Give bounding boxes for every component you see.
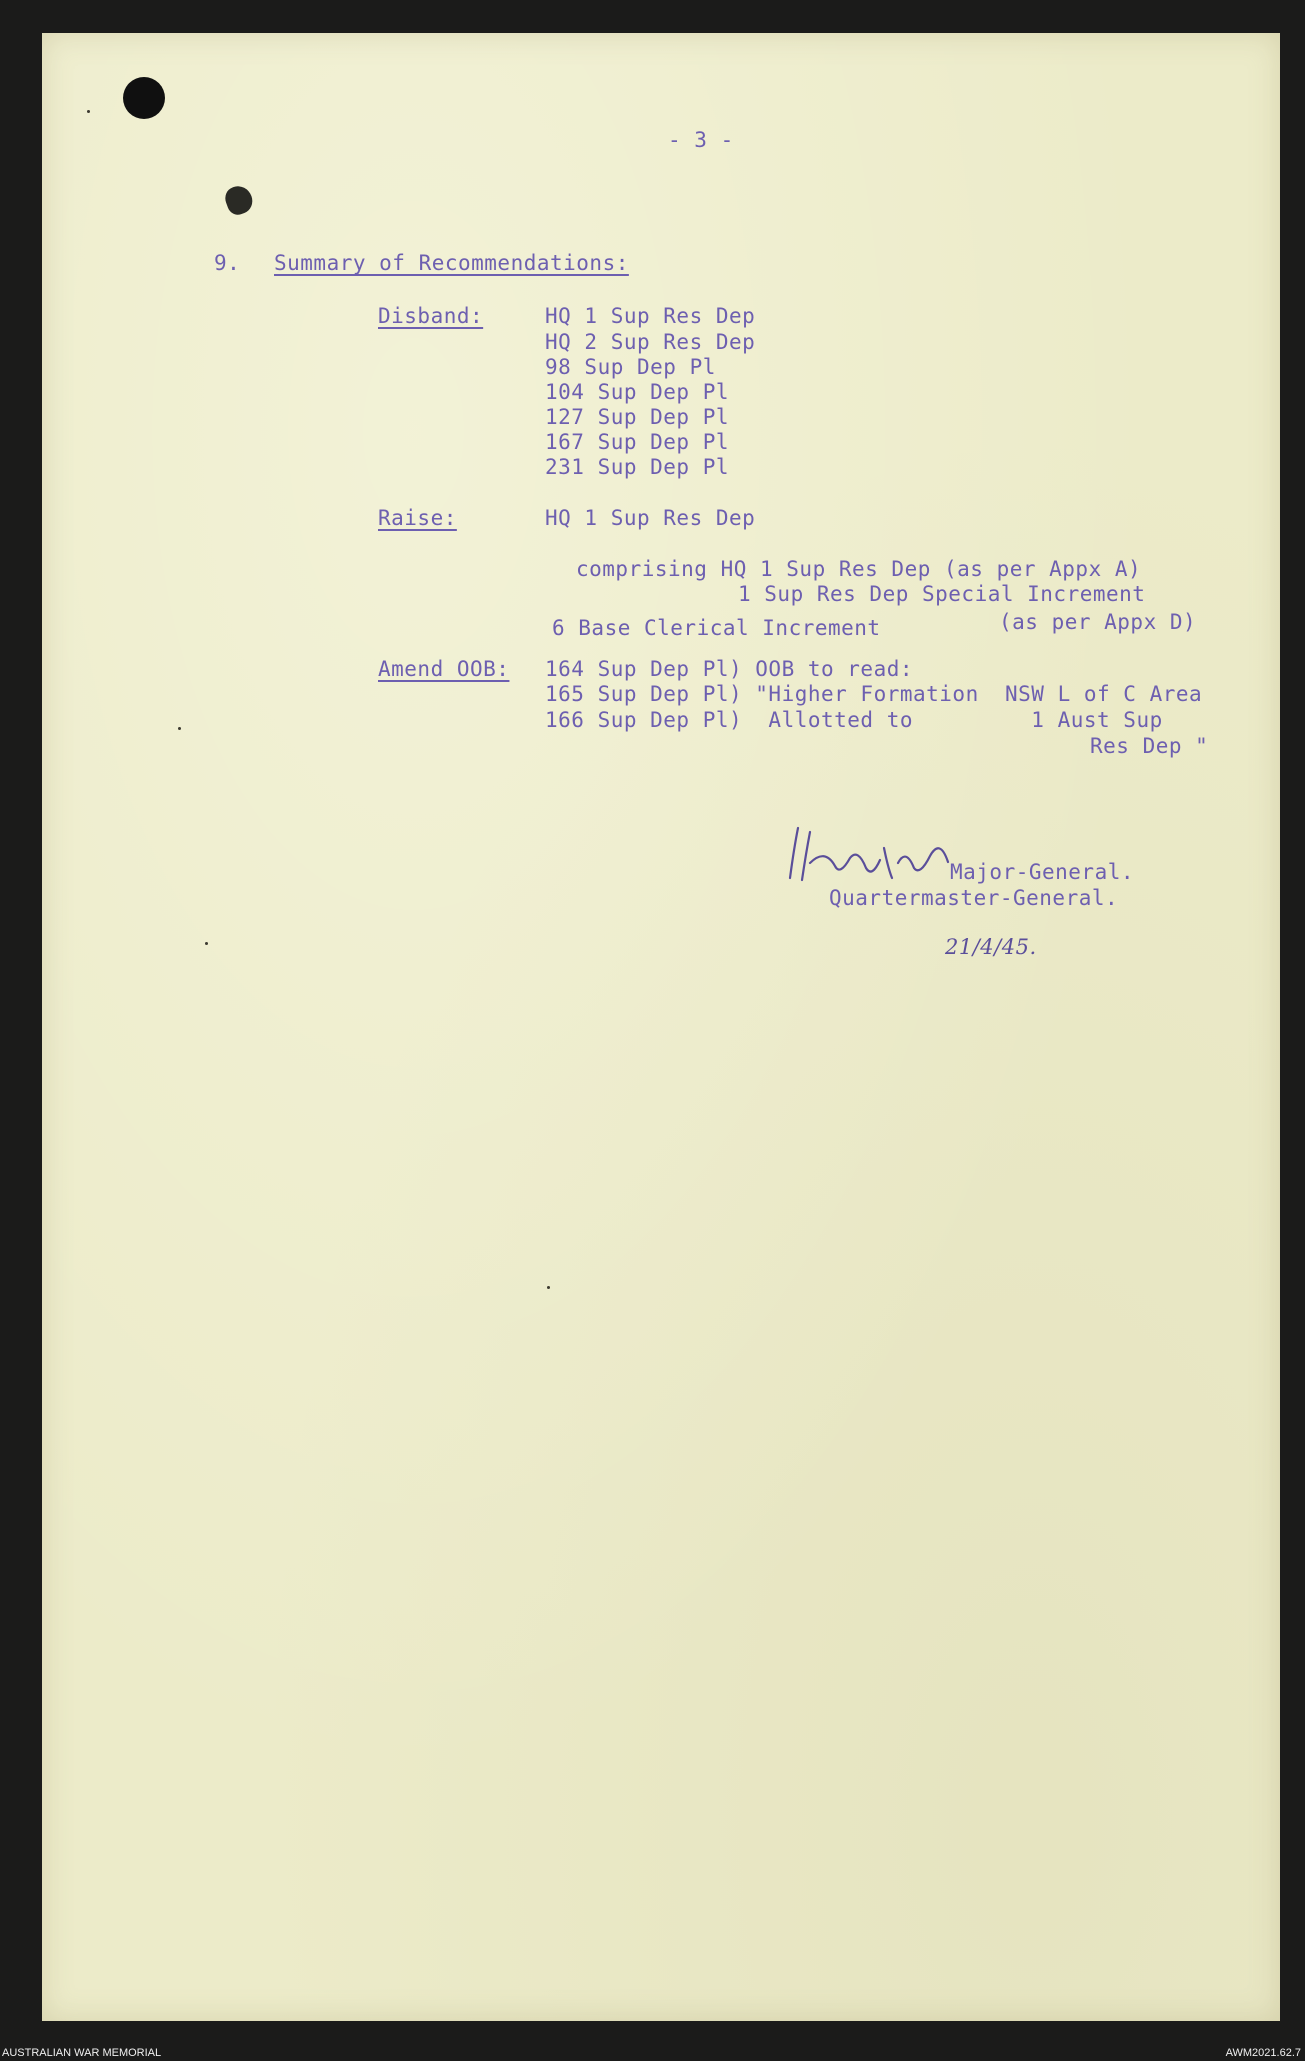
amend-row: 164 Sup Dep Pl) OOB to read: — [545, 657, 914, 681]
disband-item: 231 Sup Dep Pl — [545, 455, 730, 479]
raise-label: Raise: — [378, 506, 457, 530]
amend-row: 166 Sup Dep Pl) Allotted to 1 Aust Sup — [545, 708, 1163, 732]
disband-item: 167 Sup Dep Pl — [545, 430, 730, 454]
amend-label: Amend OOB: — [378, 657, 510, 681]
footer-institution: AUSTRALIAN WAR MEMORIAL — [2, 2047, 162, 2059]
speck — [547, 1286, 550, 1289]
speck — [205, 942, 208, 945]
raise-item: HQ 1 Sup Res Dep — [545, 506, 756, 530]
amend-row: 165 Sup Dep Pl) "Higher Formation NSW L of C Area — [545, 682, 1203, 706]
signature-rank: Major-General. — [950, 860, 1135, 884]
signature-title: Quartermaster-General. — [829, 886, 1119, 910]
footer-accession-number: AWM2021.62.7 — [1225, 2047, 1301, 2059]
disband-item: HQ 1 Sup Res Dep — [545, 304, 756, 328]
disband-item: HQ 2 Sup Res Dep — [545, 330, 756, 354]
raise-comprising-line: comprising HQ 1 Sup Res Dep (as per Appx A) — [576, 557, 1142, 581]
punch-hole — [123, 77, 165, 119]
handwritten-date: 21/4/45. — [945, 935, 1037, 959]
page-number: - 3 - — [668, 128, 734, 152]
raise-comprising-line: 1 Sup Res Dep Special Increment — [738, 582, 1146, 606]
amend-row-last: Res Dep " — [1090, 734, 1209, 758]
speck — [178, 727, 181, 730]
disband-item: 98 Sup Dep Pl — [545, 355, 716, 379]
raise-clerical-line: 6 Base Clerical Increment — [552, 616, 881, 640]
speck — [87, 110, 90, 113]
disband-item: 127 Sup Dep Pl — [545, 405, 730, 429]
section-heading: Summary of Recommendations: — [274, 251, 629, 275]
disband-label: Disband: — [378, 304, 484, 328]
raise-comprising-line: (as per Appx D) — [999, 610, 1197, 634]
disband-item: 104 Sup Dep Pl — [545, 380, 730, 404]
section-number: 9. — [214, 251, 241, 275]
